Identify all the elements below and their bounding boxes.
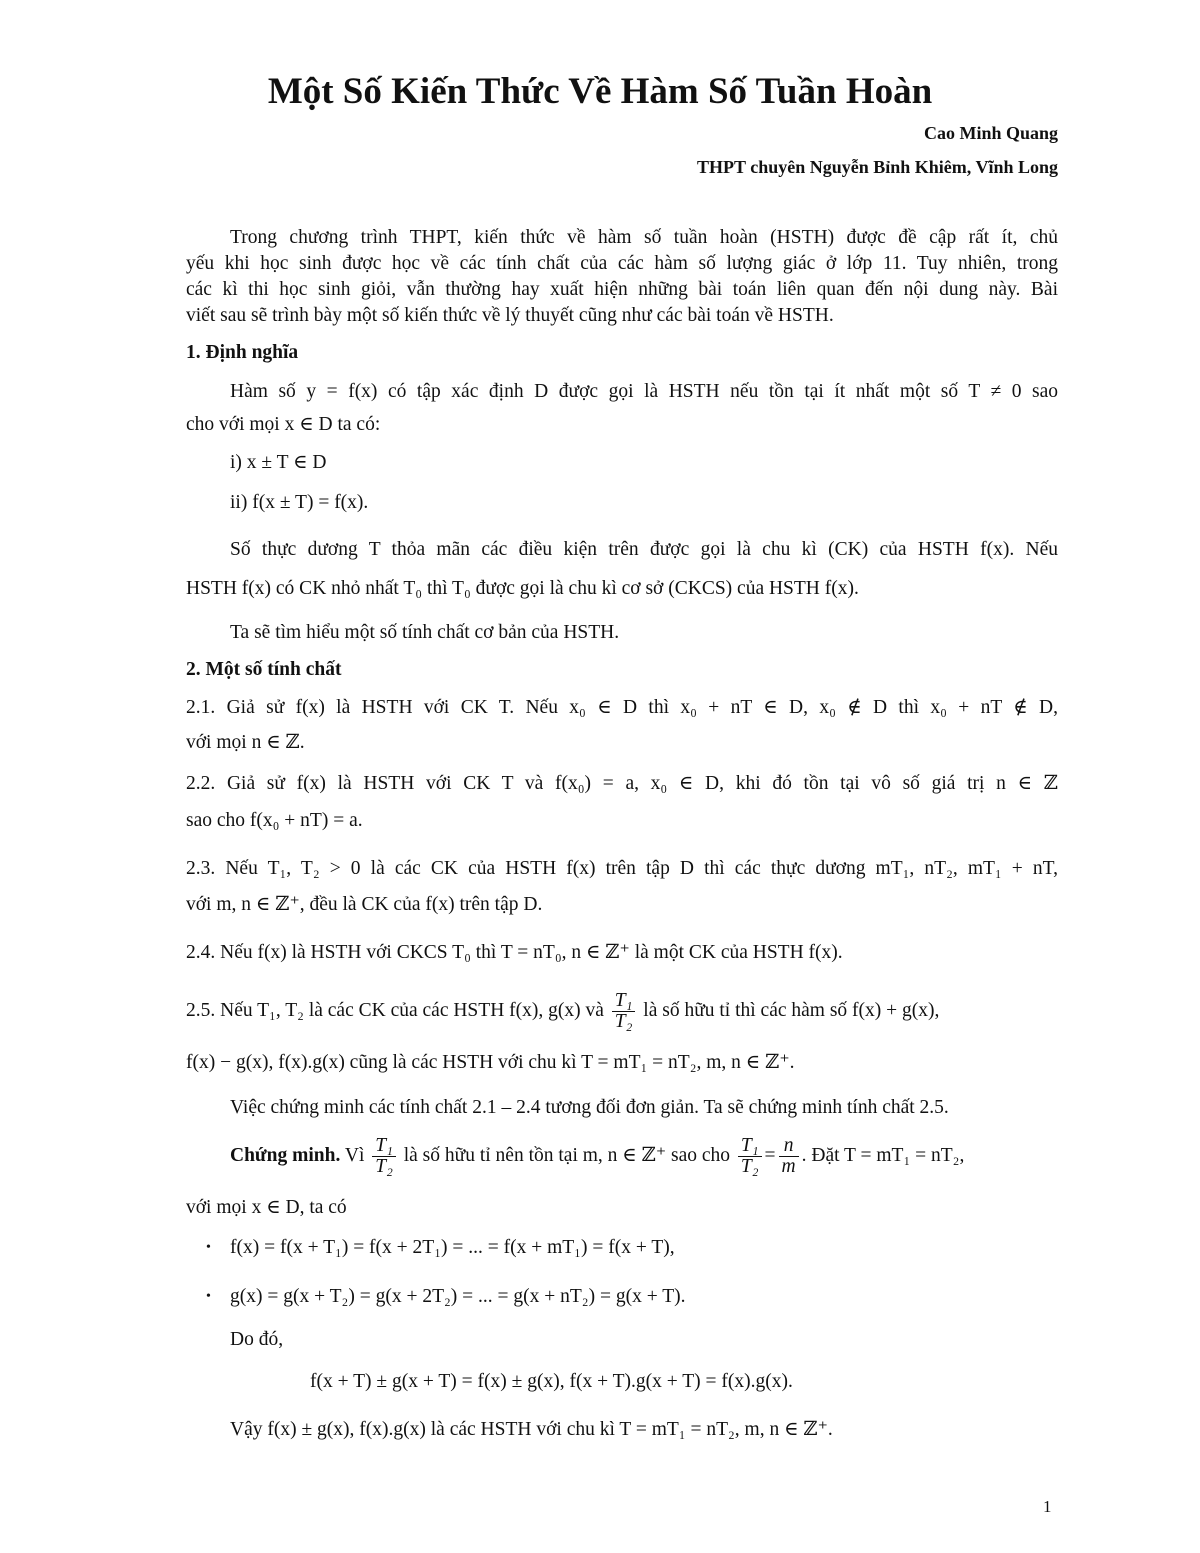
fraction-denominator: T₂ bbox=[740, 1156, 759, 1178]
proof-part-c: . Đặt T = mT₁ = nT₂, bbox=[801, 1145, 965, 1166]
fraction-denominator: T₂ bbox=[375, 1156, 393, 1178]
definition-line-1: Hàm số y = f(x) có tập xác định D được gọi là HSTH nếu tồn tại ít nhất một số T ≠ 0 sao bbox=[230, 381, 1058, 402]
document-title: Một Số Kiến Thức Về Hàm Số Tuần Hoàn bbox=[267, 71, 933, 112]
proof-fraction-3 bbox=[779, 1136, 799, 1177]
fraction-denominator: m bbox=[781, 1156, 796, 1178]
property-2-3-line-2: với m, n ∈ ℤ⁺, đều là CK của f(x) trên tập D. bbox=[186, 894, 543, 915]
bullet-icon: • bbox=[206, 1240, 211, 1255]
fraction-numerator: T₁ bbox=[612, 991, 636, 1012]
proof-label: Chứng minh. bbox=[230, 1145, 341, 1166]
proof-equals: = bbox=[764, 1145, 776, 1166]
property-2-5-post: là số hữu tỉ thì các hàm số f(x) + g(x), bbox=[643, 1000, 940, 1021]
property-2-5-line-2: f(x) − g(x), f(x).g(x) cũng là các HSTH với chu kì T = mT₁ = nT₂, m, n ∈ ℤ⁺. bbox=[186, 1052, 795, 1073]
intro-line-1: Trong chương trình THPT, kiến thức về hàm số tuần hoàn (HSTH) được đề cập rất ít, chủ bbox=[230, 227, 1058, 248]
transition-sentence: Ta sẽ tìm hiểu một số tính chất cơ bản của HSTH. bbox=[230, 622, 620, 643]
intro-line-4: viết sau sẽ trình bày một số kiến thức về lý thuyết cũng như các bài toán về HSTH. bbox=[186, 305, 834, 326]
period-definition-line-1: Số thực dương T thỏa mãn các điều kiện trên được gọi là chu kì (CK) của HSTH f(x). Nếu bbox=[230, 539, 1058, 560]
proof-display-equation: f(x + T) ± g(x + T) = f(x) ± g(x), f(x + T).g(x + T) = f(x).g(x). bbox=[310, 1371, 793, 1392]
fraction-denominator: T₂ bbox=[614, 1011, 633, 1033]
proof-fraction-1 bbox=[372, 1136, 396, 1177]
period-definition-line-2: HSTH f(x) có CK nhỏ nhất T₀ thì T₀ được gọi là chu kì cơ sở (CKCS) của HSTH f(x). bbox=[186, 578, 859, 599]
fraction-numerator: T₁ bbox=[372, 1136, 396, 1157]
proof-hence: Do đó, bbox=[230, 1329, 284, 1350]
property-2-3-line-1: 2.3. Nếu T₁, T₂ > 0 là các CK của HSTH f(x) trên tập D thì các thực dương mT₁, nT₂, mT₁ + nT, bbox=[186, 858, 1058, 879]
proof-bullet-2: g(x) = g(x + T₂) = g(x + 2T₂) = ... = g(x + nT₂) = g(x + T). bbox=[230, 1286, 686, 1307]
condition-ii: ii) f(x ± T) = f(x). bbox=[230, 492, 369, 513]
condition-i: i) x ± T ∈ D bbox=[230, 452, 327, 473]
bullet-icon: • bbox=[206, 1289, 211, 1304]
intro-line-3: các kì thi học sinh giỏi, vẫn thường hay xuất hiện những bài toán liên quan đến nội dung này. Bài bbox=[186, 279, 1058, 300]
property-2-5-fraction bbox=[612, 991, 636, 1032]
page-number: 1 bbox=[1043, 1497, 1052, 1516]
fraction-numerator: n bbox=[779, 1136, 799, 1157]
proof-conclusion: Vậy f(x) ± g(x), f(x).g(x) là các HSTH với chu kì T = mT₁ = nT₂, m, n ∈ ℤ⁺. bbox=[230, 1419, 833, 1440]
proof-remark: Việc chứng minh các tính chất 2.1 – 2.4 tương đối đơn giản. Ta sẽ chứng minh tính chất 2.5. bbox=[230, 1097, 949, 1118]
author-affiliation: THPT chuyên Nguyễn Bỉnh Khiêm, Vĩnh Long bbox=[697, 157, 1058, 177]
proof-line-1 bbox=[230, 1133, 964, 1179]
property-2-2-line-1: 2.2. Giả sử f(x) là HSTH với CK T và f(x₀) = a, x₀ ∈ D, khi đó tồn tại vô số giá trị n ∈ ℤ bbox=[186, 773, 1058, 794]
proof-part-a: Vì bbox=[344, 1145, 365, 1166]
section-1-heading: 1. Định nghĩa bbox=[186, 342, 299, 363]
property-2-1-line-1: 2.1. Giả sử f(x) là HSTH với CK T. Nếu x₀ ∈ D thì x₀ + nT ∈ D, x₀ ∉ D thì x₀ + nT ∉ D, bbox=[186, 697, 1058, 718]
proof-part-b: là số hữu tỉ nên tồn tại m, n ∈ ℤ⁺ sao cho bbox=[403, 1145, 731, 1166]
intro-line-2: yếu khi học sinh được học về các tính chất của các hàm số lượng giác ở lớp 11. Tuy nhiên, trong bbox=[186, 253, 1058, 274]
author-name: Cao Minh Quang bbox=[923, 123, 1058, 143]
property-2-2-line-2: sao cho f(x₀ + nT) = a. bbox=[186, 810, 363, 831]
proof-fraction-2 bbox=[738, 1136, 762, 1177]
definition-line-2: cho với mọi x ∈ D ta có: bbox=[186, 414, 381, 435]
proof-line-2: với mọi x ∈ D, ta có bbox=[186, 1197, 347, 1218]
property-2-4: 2.4. Nếu f(x) là HSTH với CKCS T₀ thì T = nT₀, n ∈ ℤ⁺ là một CK của HSTH f(x). bbox=[186, 942, 843, 963]
proof-bullet-1: f(x) = f(x + T₁) = f(x + 2T₁) = ... = f(x + mT₁) = f(x + T), bbox=[230, 1237, 675, 1258]
property-2-1-line-2: với mọi n ∈ ℤ. bbox=[186, 732, 305, 753]
property-2-5-line-1 bbox=[186, 988, 939, 1034]
fraction-numerator: T₁ bbox=[738, 1136, 762, 1157]
property-2-5-pre: 2.5. Nếu T₁, T₂ là các CK của các HSTH f(x), g(x) và bbox=[186, 1000, 604, 1021]
section-2-heading: 2. Một số tính chất bbox=[186, 659, 342, 680]
